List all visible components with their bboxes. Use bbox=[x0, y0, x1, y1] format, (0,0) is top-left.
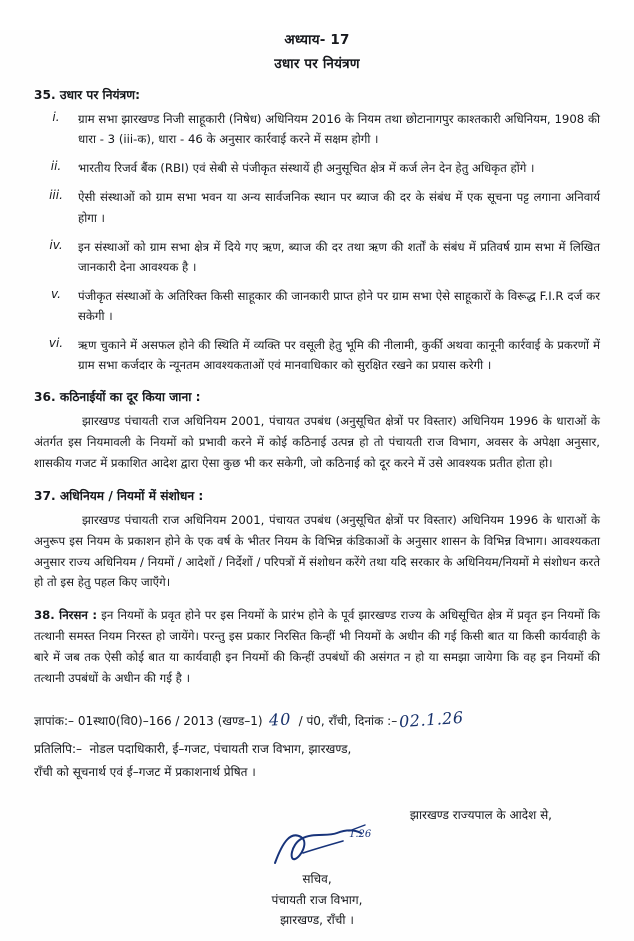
list-item bbox=[34, 187, 600, 227]
memo-block bbox=[34, 704, 600, 784]
list-item bbox=[34, 158, 600, 178]
clause-marker: iii. bbox=[49, 188, 63, 203]
section-38-lead: 38. निरसन : bbox=[34, 608, 97, 623]
clause-text: इन संस्थाओं को ग्राम सभा क्षेत्र में दिये गए ऋण, ब्याज की दर तथा ऋण की शर्तों के संबंध में प्रतिवर्ष ग्राम सभा में लिखित जानकारी देना आवश्यक है । bbox=[78, 239, 600, 274]
clause-marker: ii. bbox=[50, 159, 62, 174]
copy-to-label: प्रतिलिपि:– bbox=[34, 741, 82, 756]
section-36-paragraph: झारखण्ड पंचायती राज अधिनियम 2001, पंचायत उपबंध (अनुसूचित क्षेत्रों पर विस्तार) अधिनियम 1996 के धाराओं के अंतर्गत इस नियमावली के नियमों को प्रभावी करने में कोई कठिनाई उत्पन्न हो तो पंचायती राज विभाग, अवसर के अपेक्षा अनुसार, शासकीय गजट में प्रकाशित आदेश द्वारा ऐसा कुछ भी कर सकेगी, जो कठिनाई को दूर करने में उसे आवश्यक प्रतीत होता हो। bbox=[34, 414, 600, 471]
clause-list-35 bbox=[34, 109, 600, 375]
memo-handwritten-date: 02.1.26 bbox=[398, 708, 465, 732]
signature-area bbox=[34, 825, 600, 869]
clause-marker: i. bbox=[52, 110, 60, 124]
chapter-number: अध्याय- 17 bbox=[284, 32, 350, 48]
list-item bbox=[34, 237, 600, 277]
section-heading-37: 37. अधिनियम / नियमों में संशोधन : bbox=[34, 488, 204, 503]
memo-handwritten-number: 40 bbox=[268, 709, 293, 731]
section-37-paragraph: झारखण्ड पंचायती राज अधिनियम 2001, पंचायत उपबंध (अनुसूचित क्षेत्रों पर विस्तार) अधिनियम 1996 के धाराओं के अनुरूप इस नियम के प्रकाशन होने के एक वर्ष के भीतर नियम के विभिन्न कंडिकाओं के अनुसार शासन के विभिन्न विभाग। आवश्यकता अनुसार राज्य अधिनियम / नियमों / आदेशों / निर्देशों / परिपत्रों में संशोधन करेंगे तथा यदि सरकार के अधिनियम/नियमों मे संशोधन करते हो तो इस हेतु पहल किए जाएँगे। bbox=[34, 512, 600, 590]
svg-text:1.26: 1.26 bbox=[349, 829, 372, 841]
memo-line bbox=[34, 704, 600, 735]
copy-to-text-1: नोडल पदाधिकारी, ई–गजट, पंचायती राज विभाग, झारखण्ड, bbox=[89, 741, 352, 756]
clause-marker: iv. bbox=[49, 237, 63, 252]
handwritten-signature-icon bbox=[257, 823, 377, 871]
clause-text: ग्राम सभा झारखण्ड निजी साहूकारी (निषेध) अधिनियम 2016 के नियम तथा छोटानागपुर काश्तकारी अधिनियम, 1908 की धारा - 3 (iii-क), धारा - 46 के अनुसार कार्रवाई करने में सक्षम होगी । bbox=[78, 112, 600, 147]
list-item bbox=[34, 286, 600, 326]
document-page bbox=[0, 30, 634, 941]
list-item bbox=[34, 109, 600, 149]
memo-separator: / पं0, राँची, दिनांक :– bbox=[298, 714, 398, 729]
order-line: झारखण्ड राज्यपाल के आदेश से, bbox=[409, 808, 552, 823]
section-38-block bbox=[34, 605, 600, 688]
department: पंचायती राज विभाग, bbox=[271, 892, 363, 907]
section-heading-36: 36. कठिनाईयों का दूर किया जाना : bbox=[34, 390, 201, 405]
document-body bbox=[0, 86, 634, 931]
copy-to-line bbox=[34, 738, 600, 761]
signature-block bbox=[34, 869, 600, 930]
clause-text: भारतीय रिजर्व बैंक (RBI) एवं सेबी से पंजीकृत संस्थायें ही अनुसूचित क्षेत्र में कर्ज लेन देन हेतु अधिकृत होंगे । bbox=[78, 161, 535, 176]
copy-to-line-2: राँची को सूचनार्थ एवं ई–गजट में प्रकाशनार्थ प्रेषित । bbox=[34, 765, 256, 780]
chapter-title: उधार पर नियंत्रण bbox=[274, 56, 360, 72]
section-heading-35: 35. उधार पर नियंत्रण: bbox=[34, 88, 140, 102]
place: झारखण्ड, राँची । bbox=[280, 913, 354, 928]
section-38-text: इन नियमों के प्रवृत होने पर इस नियमों के प्रारंभ होने के पूर्व झारखण्ड राज्य के अधिसूचित क्षेत्र में प्रवृत इन नियमों कि तत्थानी समस्त नियम निरस्त हो जायेंगे। परन्तु इस प्रकार निरसित किन्हीं भी नियमों के अधीन की गई किसी बात या किसी कार्यवाही के बारे में जब तक ऐसी कोई बात या कार्यवाही इन नियमों की किन्हीं उपबंधों की असंगत न हो या समझा जायेगा कि वह इन नियमों की तत्थानी उपबंधों के अधीन की गई है । bbox=[34, 608, 600, 685]
list-item bbox=[34, 335, 600, 375]
document-header bbox=[0, 30, 634, 72]
clause-marker: v. bbox=[51, 286, 61, 301]
clause-marker: vi. bbox=[48, 336, 64, 351]
clause-text: ऋण चुकाने में असफल होने की स्थिति में व्यक्ति पर वसूली हेतु भूमि की नीलामी, कुर्की अथवा कानूनी कार्रवाई के प्रकरणों में ग्राम सभा कर्जदार के न्यूनतम आवश्यकताओं एवं मानवाधिकार को सुरक्षित रखने का प्रयास करेगी । bbox=[78, 338, 600, 373]
designation: सचिव, bbox=[302, 872, 332, 887]
clause-text: ऐसी संस्थाओं को ग्राम सभा भवन या अन्य सार्वजनिक स्थान पर ब्याज की दर के संबंध में एक सूचना पट्ट लगाना अनिवार्य होगा । bbox=[78, 190, 600, 225]
memo-label: ज्ञापांक:– bbox=[34, 714, 74, 729]
memo-number: 01स्था0(वि0)–166 / 2013 (खण्ड–1) bbox=[77, 714, 263, 729]
clause-text: पंजीकृत संस्थाओं के अतिरिक्त किसी साहूकार की जानकारी प्राप्त होने पर ग्राम सभा ऐसे साहूकारों के विरूद्ध F.I.R दर्ज कर सकेगी । bbox=[78, 288, 600, 323]
